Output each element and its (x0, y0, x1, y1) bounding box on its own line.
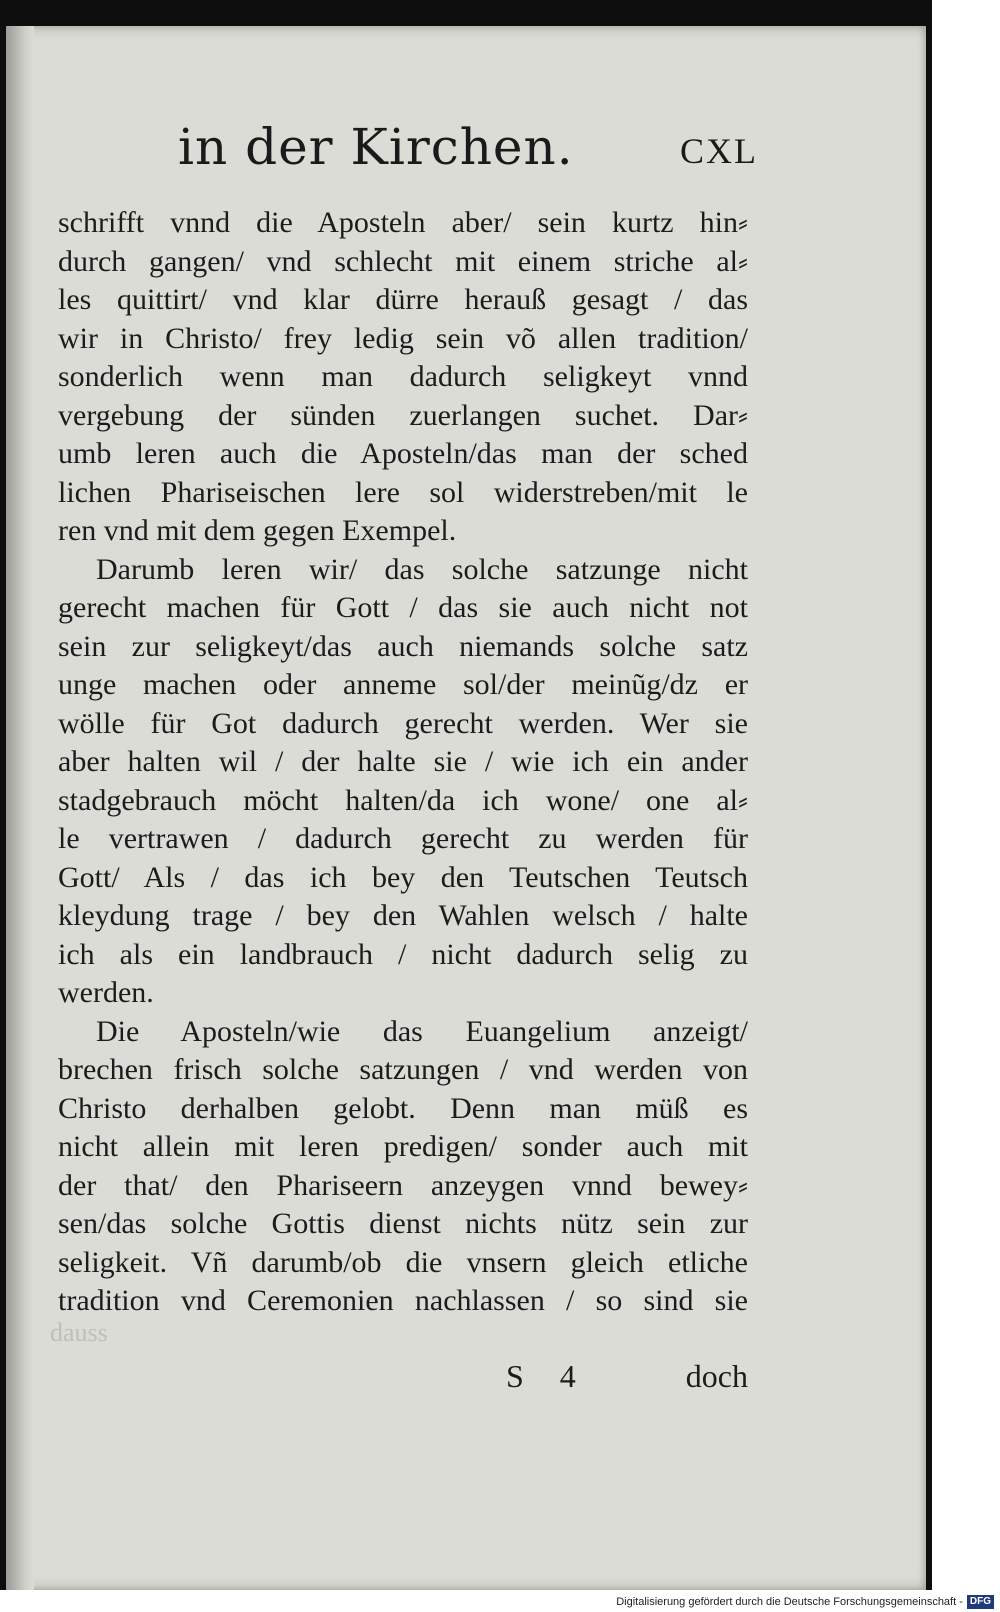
text-line: der that/ den Phariseern anzeygen vnnd bewey⸗ (58, 1168, 748, 1202)
show-through-text: dauss (50, 1318, 108, 1347)
text-line: Darumb leren wir/ das solche satzunge nicht (96, 552, 748, 586)
folio-number: CXL (680, 131, 758, 171)
signature-mark: S 4 (506, 1358, 590, 1394)
text-line: vergebung der sünden zuerlangen suchet. Dar⸗ (58, 398, 748, 432)
text-line: Die Aposteln/wie das Euangelium anzeigt/ (96, 1014, 748, 1048)
text-line: schrifft vnnd die Aposteln aber/ sein kurtz hin⸗ (58, 206, 748, 239)
page-gutter-shadow (6, 26, 34, 1590)
running-head-title: in der Kirchen. (178, 118, 574, 176)
catchword: doch (685, 1358, 748, 1394)
text-line: lichen Phariseischen lere sol widerstreben/mit le (58, 475, 748, 509)
text-line: seligkeit. Vñ darumb/ob die vnsern gleich etliche (58, 1245, 748, 1279)
page-footer (486, 1358, 748, 1408)
text-line: wir in Christo/ frey ledig sein võ allen tradition/ (58, 321, 748, 355)
book-page (6, 26, 926, 1590)
text-line: Christo derhalben gelobt. Denn man müß es (58, 1091, 748, 1125)
text-line: ren vnd mit dem gegen Exempel. (58, 514, 457, 547)
credit-text: Digitalisierung gefördert durch die Deutsche Forschungsgemeinschaft - (616, 1596, 963, 1608)
text-line: stadgebrauch möcht halten/da ich wone/ one al⸗ (58, 783, 748, 817)
text-line: wölle für Got dadurch gerecht werden. Wer sie (58, 706, 748, 740)
digitization-credit (0, 1592, 1000, 1612)
body-text (58, 204, 748, 1321)
text-line: umb leren auch die Aposteln/das man der sched (58, 437, 748, 470)
text-line: unge machen oder anneme sol/der meinũg/dz er (58, 668, 748, 701)
text-line: sonderlich wenn man dadurch seligkeyt vnnd (58, 360, 748, 393)
dfg-logo: DFG (967, 1595, 994, 1609)
text-line: werden. (58, 976, 154, 1009)
text-line: les quittirt/ vnd klar dürre herauß gesagt / das (58, 283, 748, 316)
text-line: tradition vnd Ceremonien nachlassen / so sind sie (58, 1284, 748, 1317)
text-line: aber halten wil / der halte sie / wie ich ein ander (58, 745, 748, 778)
text-line: Gott/ Als / das ich bey den Teutschen Teutsch (58, 860, 748, 894)
text-line: durch gangen/ vnd schlecht mit einem striche al⸗ (58, 244, 748, 278)
text-line: brechen frisch solche satzungen / vnd werden von (58, 1053, 748, 1086)
text-line: kleydung trage / bey den Wahlen welsch / halte (58, 899, 748, 932)
running-head (178, 118, 758, 188)
text-line: sen/das solche Gottis dienst nichts nütz sein zur (58, 1207, 748, 1240)
text-line: sein zur seligkeyt/das auch niemands solche satz (58, 629, 748, 663)
text-line: le vertrawen / dadurch gerecht zu werden für (58, 822, 748, 855)
text-line: ich als ein landbrauch / nicht dadurch selig zu (58, 937, 748, 971)
text-line: gerecht machen für Gott / das sie auch nicht not (58, 591, 748, 624)
text-line: nicht allein mit leren predigen/ sonder auch mit (58, 1130, 748, 1163)
